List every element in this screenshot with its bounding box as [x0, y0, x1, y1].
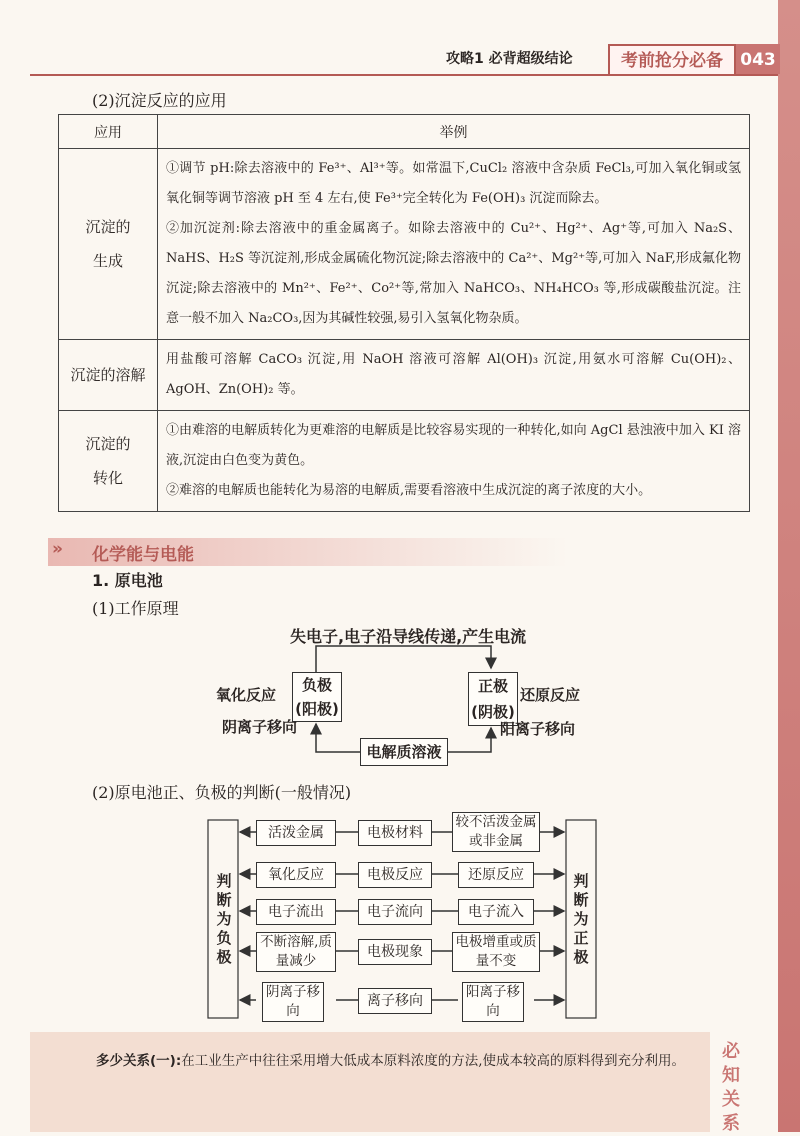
judge-left-box: 氧化反应 — [256, 862, 336, 888]
page-number: 043 — [736, 44, 780, 74]
judge-left-box: 活泼金属 — [256, 820, 336, 846]
paragraph: ①调节 pH:除去溶液中的 Fe³⁺、Al³⁺等。如常温下,CuCl₂ 溶液中含杂质 FeCl₃,可加入氧化铜或氢氧化铜等调节溶液 pH 至 4 左右,使 Fe³⁺完全转化为 Fe(OH)₃ 沉淀而除去。 — [166, 161, 741, 206]
footer-note — [96, 1050, 696, 1072]
cation-migration-label: 阳离子移向 — [500, 720, 576, 738]
section-title: 化学能与电能 — [92, 545, 194, 565]
judge-left-box: 阴离子移向 — [262, 982, 324, 1022]
footer-text: 在工业生产中往往采用增大低成本原料浓度的方法,使成本较高的原料得到充分利用。 — [181, 1053, 686, 1069]
oxidation-label: 氧化反应 — [216, 686, 277, 704]
judge-negative-label: 判断为负极 — [216, 872, 232, 966]
paragraph: ①由难溶的电解质转化为更难溶的电解质是比较容易实现的一种转化,如向 AgCl 悬浊液中加入 KI 溶液,沉淀由白色变为黄色。 — [166, 423, 741, 468]
paragraph: 用盐酸可溶解 CaCO₃ 沉淀,用 NaOH 溶液可溶解 Al(OH)₃ 沉淀,用氨水可溶解 Cu(OH)₂、AgOH、Zn(OH)₂ 等。 — [166, 352, 741, 397]
double-chevron-icon: » — [52, 539, 63, 559]
judge-left-box: 电子流出 — [256, 899, 336, 925]
col-header-example: 举例 — [158, 115, 750, 149]
header-badge: 考前抢分必备 — [608, 44, 736, 76]
judge-mid-box: 离子移向 — [358, 988, 432, 1014]
corner-tag: 必知关系 — [722, 1041, 740, 1134]
paragraph: ②难溶的电解质也能转化为易溶的电解质,需要看溶液中生成沉淀的离子浓度的大小。 — [166, 483, 652, 498]
judge-mid-box: 电极材料 — [358, 820, 432, 846]
col-header-application: 应用 — [59, 115, 158, 149]
judge-right-box: 电极增重或质量不变 — [452, 932, 540, 972]
item-heading: 1. 原电池 — [92, 571, 163, 590]
anion-migration-label: 阴离子移向 — [222, 718, 298, 736]
judge-mid-box: 电子流向 — [358, 899, 432, 925]
electron-flow-label: 失电子,电子沿导线传递,产生电流 — [290, 627, 527, 646]
judge-left-box: 不断溶解,质量减少 — [256, 932, 336, 972]
judge-right-box: 阳离子移向 — [462, 982, 524, 1022]
precip-subtitle: (2)沉淀反应的应用 — [92, 91, 227, 110]
judge-right-box: 较不活泼金属或非金属 — [452, 812, 540, 852]
judge-right-box: 电子流入 — [458, 899, 534, 925]
reduction-label: 还原反应 — [520, 686, 581, 704]
footer-panel — [30, 1032, 710, 1132]
judge-subtitle: (2)原电池正、负极的判断(一般情况) — [92, 783, 352, 802]
header-breadcrumb: 攻略1 必背超级结论 — [446, 51, 573, 67]
judge-positive-label: 判断为正极 — [573, 872, 589, 966]
electrolyte-box: 电解质溶液 — [360, 738, 448, 766]
judge-right-box: 还原反应 — [458, 862, 534, 888]
paragraph: ②加沉淀剂:除去溶液中的重金属离子。如除去溶液中的 Cu²⁺、Hg²⁺、Ag⁺等,可加入 Na₂S、NaHS、H₂S 等沉淀剂,形成金属硫化物沉淀;除去溶液中的 Ca²⁺、Mg²⁺等,可加入 NaF,形成氟化物沉淀;除去溶液中的 Mn²⁺、Fe²⁺、Co²⁺等,常加入 NaHCO₃、NH₄HCO₃ 等,形成碳酸盐沉淀。注意一般不加入 Na₂CO₃,因为其碱性较强,易引入氢氧化物杂质。 — [166, 221, 742, 326]
footer-label: 多少关系(一): — [96, 1053, 182, 1069]
principle-subtitle: (1)工作原理 — [92, 599, 179, 618]
negative-electrode-box: 负极 (阳极) — [292, 672, 342, 722]
judge-mid-box: 电极现象 — [358, 939, 432, 965]
judge-mid-box: 电极反应 — [358, 862, 432, 888]
row-key: 沉淀的 生成 — [59, 149, 158, 340]
row-key: 沉淀的溶解 — [59, 340, 158, 411]
row-key: 沉淀的 转化 — [59, 411, 158, 512]
positive-electrode-box: 正极 (阴极) — [468, 672, 518, 726]
